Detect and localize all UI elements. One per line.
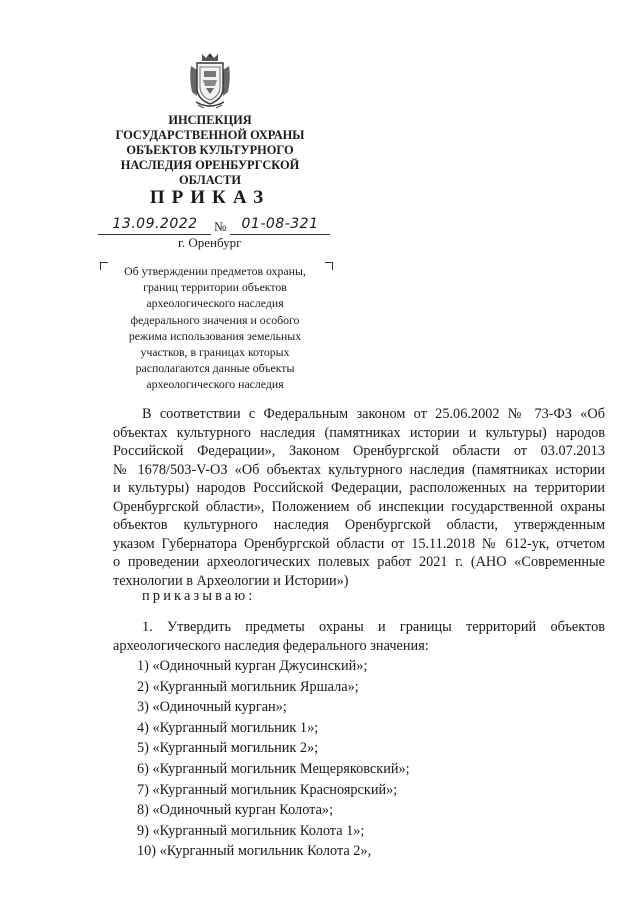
order-date: 13.09.2022: [112, 216, 198, 232]
preamble-line: и культуры) народов Российской Федерации, расположенных на территории: [113, 480, 605, 496]
city-name: г. Оренбург: [178, 235, 242, 250]
document-type-title: ПРИКАЗ: [149, 187, 271, 208]
subject-bracket-right: [325, 262, 333, 270]
subject-line: археологического наследия: [146, 296, 284, 311]
preamble-line: объектов культурного наследия Оренбургской области, утвержденным: [113, 517, 605, 533]
agency-line: НАСЛЕДИЯ ОРЕНБУРГСКОЙ: [120, 158, 300, 172]
subject-line: федерального значения и особого: [130, 312, 300, 327]
order-directive: приказываю:: [142, 588, 256, 604]
list-item: 2) «Курганный могильник Яршала»;: [137, 678, 359, 695]
agency-line: ИНСПЕКЦИЯ: [168, 113, 252, 127]
subject-line: режима использования земельных: [128, 328, 302, 343]
list-item: 9) «Курганный могильник Колота 1»;: [137, 822, 365, 839]
list-item: 10) «Курганный могильник Колота 2»,: [137, 843, 372, 860]
list-item: 6) «Курганный могильник Мещеряковский»;: [137, 760, 410, 777]
preamble-paragraph: [113, 405, 605, 590]
subject-line: участков, в границах которых: [140, 345, 290, 360]
agency-line: ГОСУДАРСТВЕННОЙ ОХРАНЫ: [115, 128, 305, 142]
agency-name: [100, 113, 320, 188]
number-underline: [230, 234, 330, 235]
coat-of-arms-icon: [188, 52, 232, 110]
list-item: 7) «Курганный могильник Красноярский»;: [137, 781, 398, 798]
preamble-line: указом Губернатора Оренбургской области от 15.11.2018 № 612-ук, отчетом: [113, 535, 605, 552]
list-item: 4) «Курганный могильник 1»;: [137, 719, 319, 736]
preamble-line: Российской Федерации», Законом Оренбургской области от 03.07.2013: [113, 443, 605, 459]
order-item-1: [113, 618, 605, 655]
agency-line: ОБЪЕКТОВ КУЛЬТУРНОГО: [126, 143, 294, 157]
subject-line: располагаются данные объекты: [135, 361, 295, 376]
subject-line: границ территории объектов: [143, 280, 287, 295]
number-sign: №: [214, 219, 227, 234]
item-line: 1. Утвердить предметы охраны и границы территорий объектов: [142, 619, 605, 635]
list-item: 8) «Одиночный курган Колота»;: [137, 802, 334, 819]
preamble-line: о проведении археологических полевых работ 2021 г. (АНО «Современные: [113, 554, 605, 570]
preamble-line: В соответствии с Федеральным законом от 25.06.2002 № 73-ФЗ «Об: [142, 406, 605, 422]
list-item: 5) «Курганный могильник 2»;: [137, 740, 319, 757]
preamble-line: технологии в Археологии и Истории»): [113, 572, 349, 589]
order-subject: [105, 263, 325, 393]
heritage-objects-list: [137, 656, 410, 862]
subject-line: Об утверждении предметов охраны,: [124, 264, 306, 278]
list-item: 1) «Одиночный курган Джусинский»;: [137, 658, 368, 674]
preamble-line: № 1678/503-V-ОЗ «Об объектах культурного наследия (памятниках истории: [113, 461, 605, 478]
subject-line: археологического наследия: [146, 377, 284, 392]
order-number: 01-08-321: [241, 216, 319, 232]
agency-line: ОБЛАСТИ: [179, 173, 241, 187]
item-line: археологического наследия федерального значения:: [113, 637, 429, 654]
list-item: 3) «Одиночный курган»;: [137, 699, 287, 716]
preamble-line: объектах культурного наследия (памятниках истории и культуры) народов: [113, 424, 605, 441]
preamble-line: Оренбургской области», Положением об инспекции государственной охраны: [113, 498, 605, 515]
